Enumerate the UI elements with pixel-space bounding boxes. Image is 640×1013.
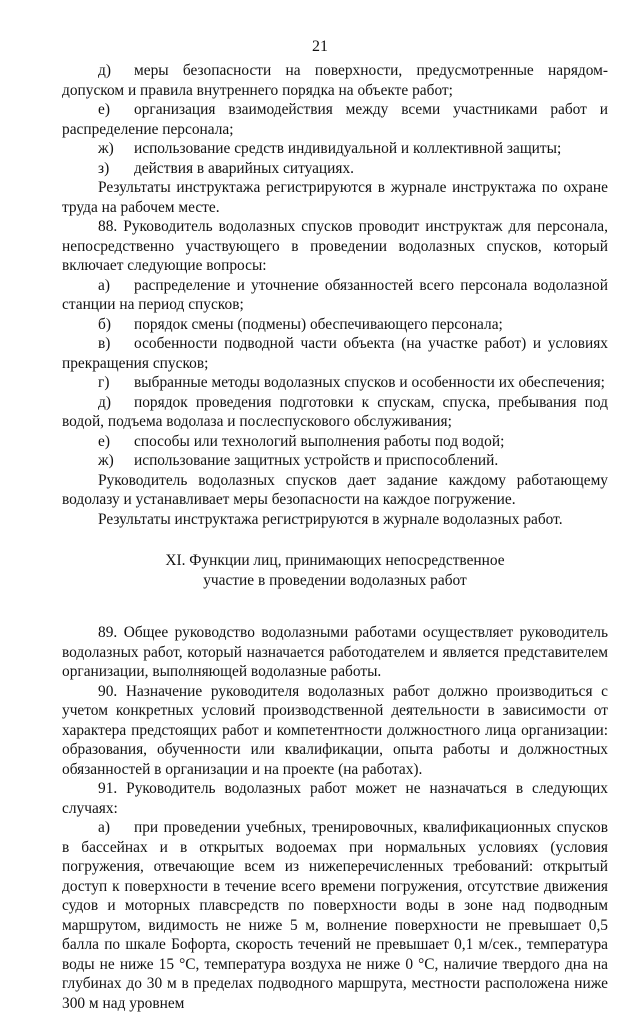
list-item	[62, 818, 608, 1013]
item-marker: ж)	[98, 140, 114, 157]
item-marker: г)	[98, 374, 110, 391]
list-item	[62, 451, 608, 471]
item-text: распределение и уточнение обязанностей всего персонала водолазной станции на период спусков;	[62, 276, 608, 313]
item-text: использование средств индивидуальной и коллективной защиты;	[134, 140, 562, 157]
paragraph: 88. Руководитель водолазных спусков проводит инструктаж для персонала, непосредственно участвующего в проведении водолазных спусков, который включает следующие вопросы:	[62, 218, 608, 274]
item-text: способы или технологий выполнения работы под водой;	[134, 432, 505, 450]
item-marker: ж)	[98, 452, 114, 469]
paragraph: 90. Назначение руководителя водолазных работ должно производиться с учетом конкретных условий производственной деятельности в зависимости от характера предстоящих работ и компетентности должностного лица организации: образования, обученности или квалификации, опыта работы и должностных обязанностей в организации и на проекте (на работах).	[62, 682, 608, 778]
paragraph: 89. Общее руководство водолазными работами осуществляет руководитель водолазных работ, который назначается работодателем и является представителем организации, выполняющей водолазные работы.	[62, 624, 608, 680]
section-heading-line2: участие в проведении водолазных работ	[203, 572, 467, 589]
item-text: действия в аварийных ситуациях.	[134, 159, 355, 177]
item-marker: е)	[98, 101, 110, 118]
item-text: меры безопасности на поверхности, предусмотренные нарядом-допуском и правила внутреннего порядка на объекте работ;	[62, 62, 608, 99]
item-text: организация взаимодействия между всеми участниками работ и распределение персонала;	[62, 101, 608, 138]
list-item	[62, 159, 608, 179]
item-text: использование защитных устройств и приспособлений.	[134, 452, 499, 469]
page-number: 21	[312, 38, 328, 55]
item-text: порядок проведения подготовки к спускам, спуска, пребывания под водой, подъема водолаза и послеспускового обслуживания;	[62, 393, 608, 430]
item-marker: е)	[98, 432, 110, 450]
list-item	[62, 100, 608, 139]
list-item	[62, 139, 608, 159]
paragraph: Результаты инструктажа регистрируются в журнале водолазных работ.	[98, 510, 563, 528]
item-marker: д)	[98, 62, 111, 79]
item-marker: а)	[98, 819, 110, 836]
list-item	[62, 393, 608, 432]
list-item	[62, 315, 608, 335]
paragraph: Руководитель водолазных спусков дает задание каждому работающему водолазу и устанавливает меры безопасности на каждое погружение.	[62, 471, 608, 508]
list-item	[62, 276, 608, 315]
item-text: особенности подводной части объекта (на участке работ) и условиях прекращения спусков;	[62, 335, 608, 372]
item-marker: в)	[98, 335, 111, 352]
item-marker: а)	[98, 276, 110, 294]
section-heading-line1: XI. Функции лиц, принимающих непосредственное	[165, 552, 505, 569]
list-item	[62, 61, 608, 100]
list-item	[62, 432, 608, 452]
item-text: выбранные методы водолазных спусков и особенности их обеспечения;	[134, 374, 605, 391]
document-body	[62, 61, 608, 1013]
item-marker: б)	[98, 315, 111, 333]
item-marker: д)	[98, 393, 111, 411]
list-item	[62, 334, 608, 373]
paragraph: 91. Руководитель водолазных работ может не назначаться в следующих случаях:	[62, 780, 608, 817]
list-item	[62, 373, 608, 393]
item-marker: з)	[98, 159, 110, 177]
paragraph: Результаты инструктажа регистрируются в журнале инструктажа по охране труда на рабочем месте.	[62, 179, 608, 216]
section-heading	[62, 551, 608, 591]
item-text: порядок смены (подмены) обеспечивающего персонала;	[134, 315, 503, 333]
item-text: при проведении учебных, тренировочных, квалификационных спусков в бассейнах и в открытых водоемах при нормальных условиях (условия погружения, отвечающие всем из нижеперечисленных требований: открытый доступ к поверхности в течение всего времени погружения, отсутствие движения судов и моторных плавсредств по поверхности воды в зоне над подводным маршрутом, видимость не ниже 5 м, волнение поверхности не превышает 0,5 балла по шкале Бофорта, скорость течений не превышает 0,1 м/сек., температура воды не ниже 15 °С, температура воздуха не ниже 0 °С, наличие твердого дна на глубинах до 30 м в пределах подводного маршрута, местности расположена ниже 300 м над уровнем	[62, 819, 608, 1012]
